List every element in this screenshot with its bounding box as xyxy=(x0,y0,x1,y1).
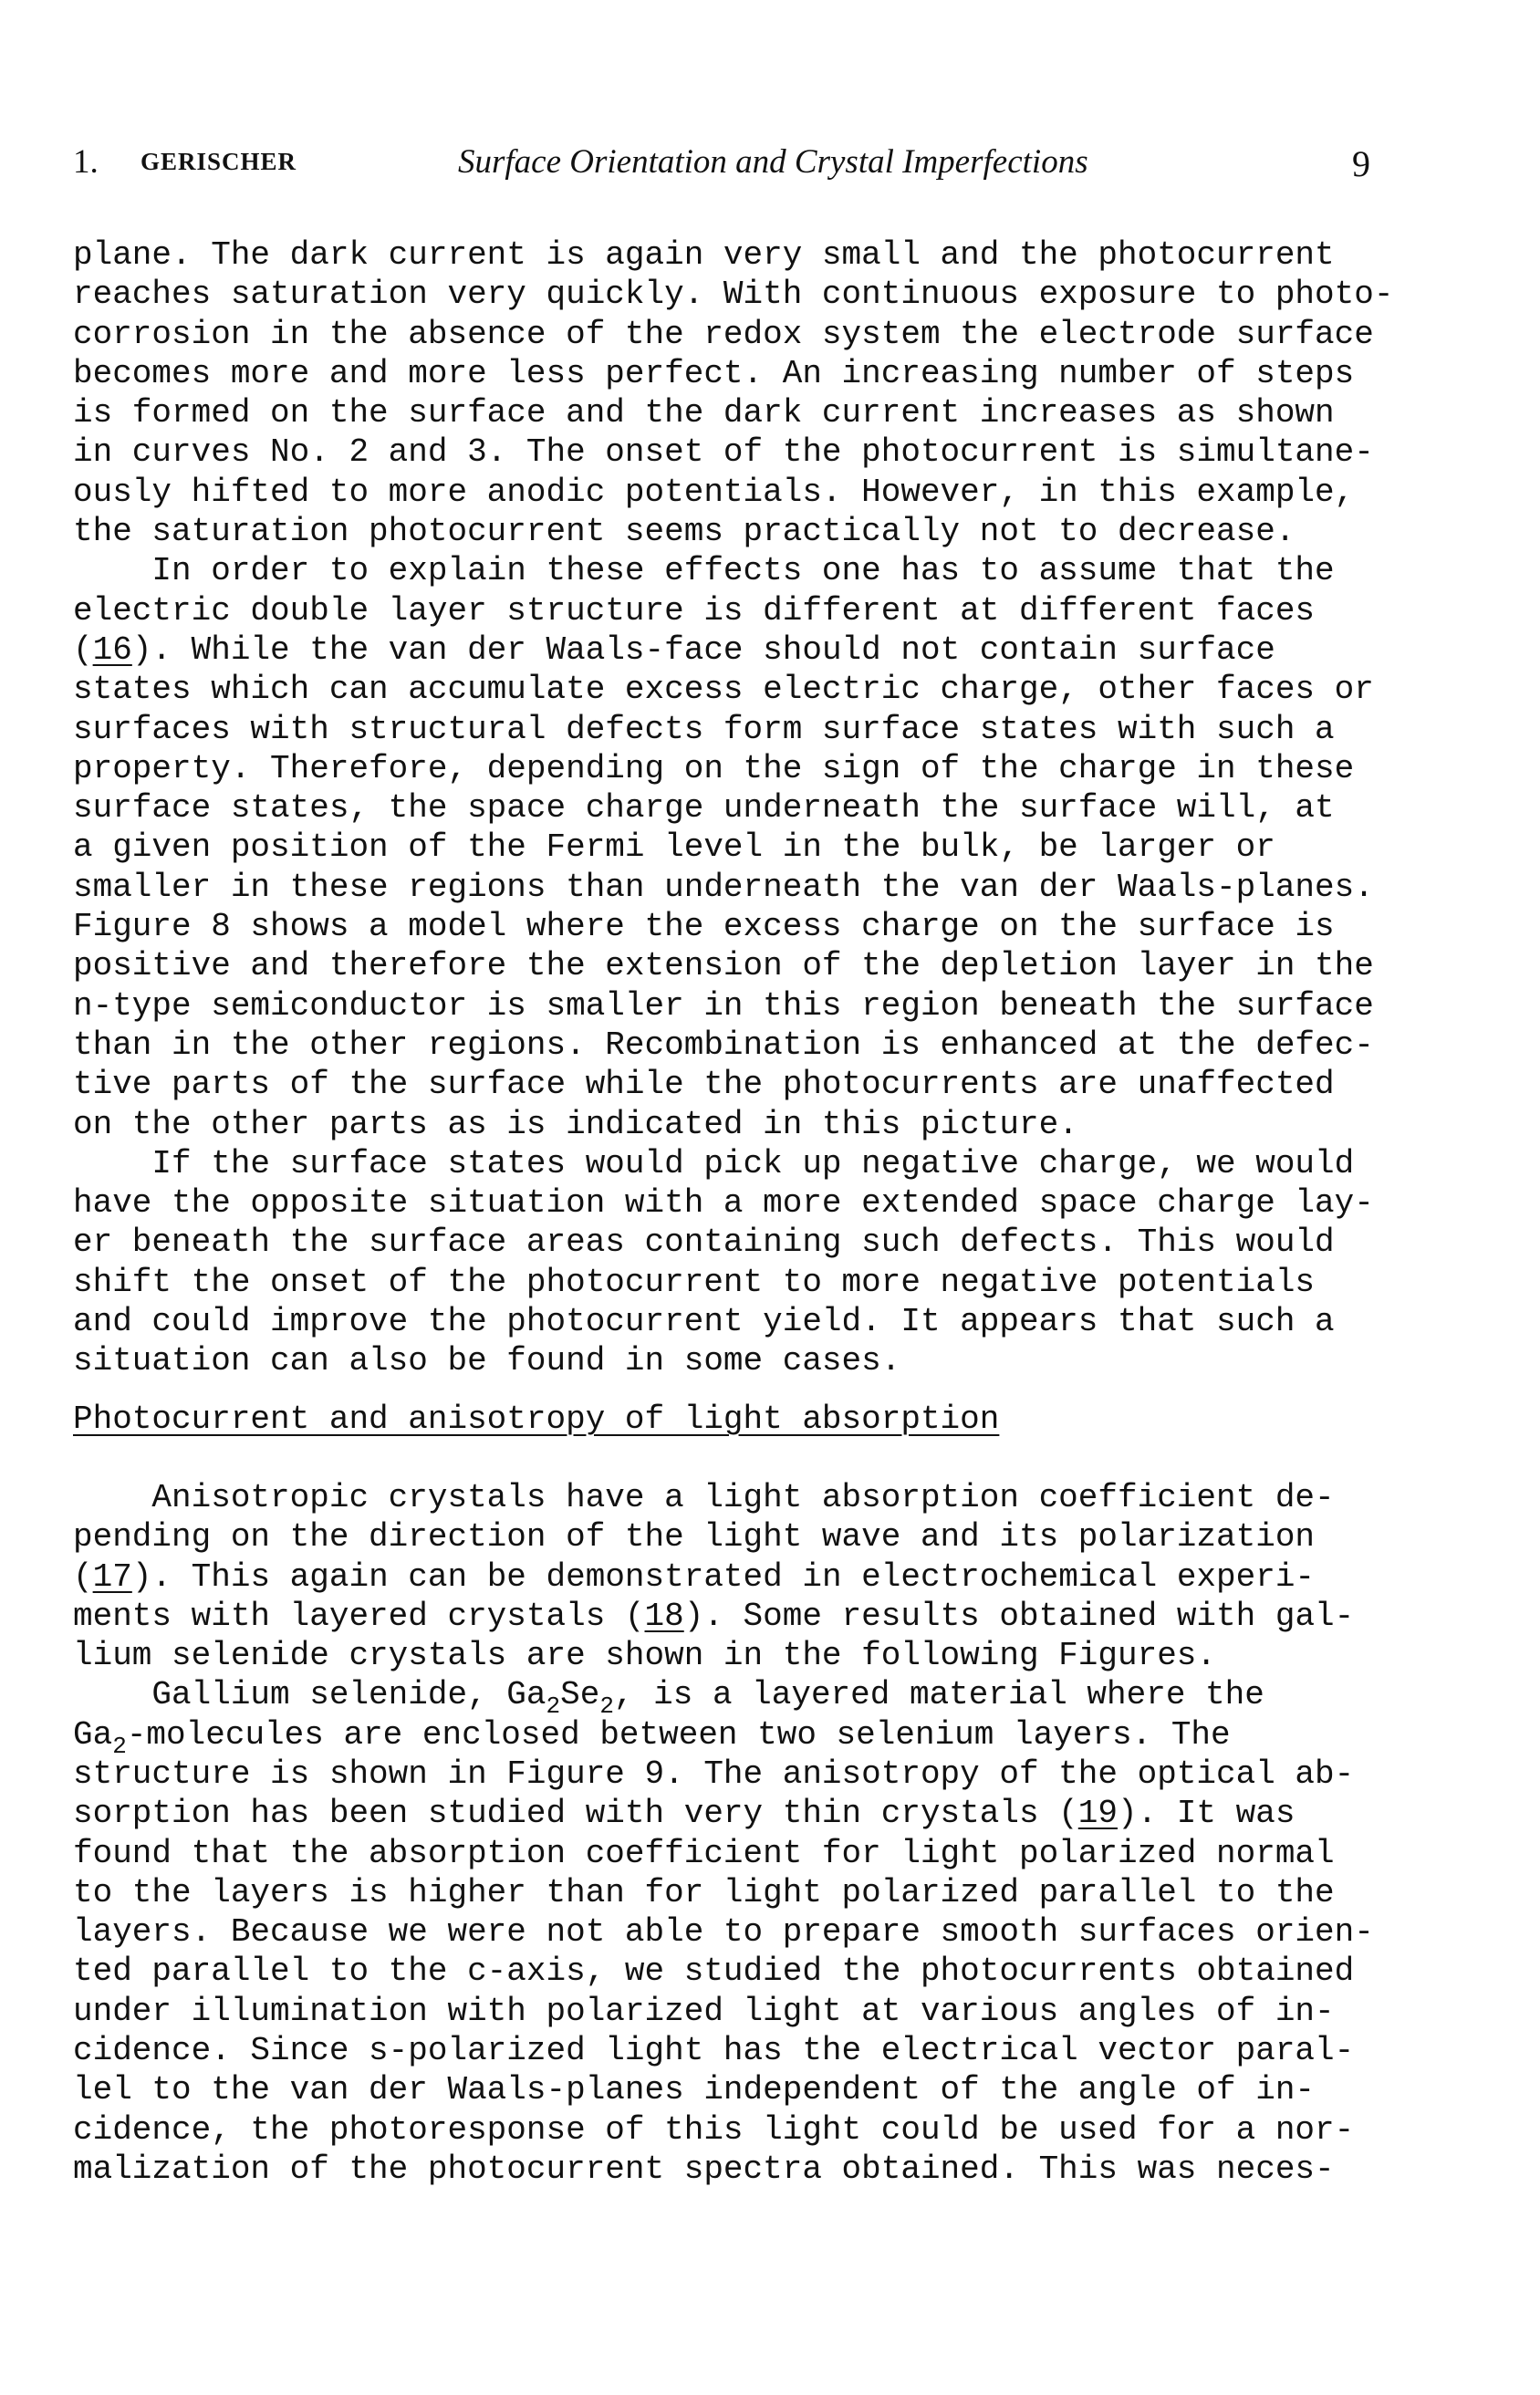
text-line: is formed on the surface and the dark current increases as shown xyxy=(73,394,1335,432)
text-line: pending on the direction of the light wave and its polarization xyxy=(73,1518,1316,1557)
text-line: corrosion in the absence of the redox system the electrode surface xyxy=(73,315,1374,353)
text-line: situation can also be found in some cases. xyxy=(73,1342,901,1380)
text-line: have the opposite situation with a more extended space charge lay- xyxy=(73,1184,1374,1223)
text-line: ted parallel to the c-axis, we studied the photocurrents obtained xyxy=(73,1952,1355,1991)
text-line: tive parts of the surface while the photocurrents are unaffected xyxy=(73,1066,1335,1104)
text-run: ( xyxy=(73,630,93,669)
text-line: er beneath the surface areas containing such defects. This would xyxy=(73,1224,1335,1262)
text-line: reaches saturation very quickly. With continuous exposure to photo- xyxy=(73,276,1394,314)
paragraph xyxy=(73,235,1394,551)
text-line: states which can accumulate excess electric charge, other faces or xyxy=(73,671,1374,709)
text-line: structure is shown in Figure 9. The anisotropy of the optical ab- xyxy=(73,1755,1355,1793)
subscript: 2 xyxy=(599,1692,614,1721)
text-run: Se xyxy=(560,1676,600,1714)
text-line: cidence, the photoresponse of this light could be used for a nor- xyxy=(73,2110,1355,2149)
text-line: property. Therefore, depending on the sign of the charge in these xyxy=(73,749,1355,787)
text-line: malization of the photocurrent spectra obtained. This was neces- xyxy=(73,2150,1335,2188)
paragraph xyxy=(73,1675,1387,2189)
text-line: under illumination with polarized light at various angles of in- xyxy=(73,1992,1335,2030)
paragraph xyxy=(73,1144,1387,1381)
text-run: ). This again can be demonstrated in electrochemical experi- xyxy=(131,1557,1316,1596)
text-run: sorption has been studied with very thin crystals ( xyxy=(73,1795,1078,1833)
text-line: plane. The dark current is again very small and the photocurrent xyxy=(73,236,1335,274)
text-run: Gallium selenide, Ga xyxy=(73,1676,546,1714)
text-line: If the surface states would pick up negative charge, we would xyxy=(73,1144,1355,1182)
text-run: , is a layered material where the xyxy=(613,1676,1264,1714)
reference-18: 18 xyxy=(644,1597,684,1635)
text-line: ously hifted to more anodic potentials. However, in this example, xyxy=(73,473,1355,511)
page-body xyxy=(73,235,1394,2189)
text-run: -molecules are enclosed between two selenium layers. The xyxy=(126,1715,1231,1754)
text-line: electric double layer structure is different at different faces xyxy=(73,591,1316,630)
text-line: Figure 8 shows a model where the excess charge on the surface is xyxy=(73,908,1335,946)
text-line: and could improve the photocurrent yield. It appears that such a xyxy=(73,1303,1335,1341)
section-heading-row xyxy=(73,1400,1387,1439)
reference-19: 19 xyxy=(1077,1795,1118,1833)
page-number: 9 xyxy=(1352,143,1370,184)
text-line: the saturation photocurrent seems practically not to decrease. xyxy=(73,513,1295,551)
text-line: lel to the van der Waals-planes independent of the angle of in- xyxy=(73,2071,1316,2109)
text-line: Anisotropic crystals have a light absorption coefficient de- xyxy=(73,1478,1335,1516)
text-line: in curves No. 2 and 3. The onset of the photocurrent is simultane- xyxy=(73,433,1374,472)
text-line xyxy=(73,1675,1387,1721)
text-line: cidence. Since s-polarized light has the electrical vector paral- xyxy=(73,2032,1355,2070)
text-line xyxy=(73,1794,1387,1833)
subscript: 2 xyxy=(112,1732,127,1760)
text-line: shift the onset of the photocurrent to more negative potentials xyxy=(73,1263,1316,1301)
chapter-title: Surface Orientation and Crystal Imperfections xyxy=(458,143,1088,181)
text-line: In order to explain these effects one has to assume that the xyxy=(73,552,1335,590)
text-line: found that the absorption coefficient for light polarized normal xyxy=(73,1834,1335,1872)
running-header xyxy=(73,142,1370,188)
text-line xyxy=(73,1597,1387,1636)
text-line: becomes more and more less perfect. An increasing number of steps xyxy=(73,354,1355,392)
text-run: ments with layered crystals ( xyxy=(73,1597,645,1635)
text-run: ). It was xyxy=(1118,1795,1295,1833)
text-line: on the other parts as is indicated in this picture. xyxy=(73,1105,1078,1143)
text-line: smaller in these regions than underneath the van der Waals-planes. xyxy=(73,868,1374,906)
text-line: to the layers is higher than for light polarized parallel to the xyxy=(73,1873,1335,1911)
chapter-number: 1. xyxy=(73,143,99,181)
text-line xyxy=(73,1557,1387,1597)
text-line: positive and therefore the extension of the depletion layer in the xyxy=(73,947,1374,985)
text-line: a given position of the Fermi level in the bulk, be larger or xyxy=(73,828,1275,867)
paragraph xyxy=(73,1478,1387,1675)
text-line: layers. Because we were not able to prepare smooth surfaces orien- xyxy=(73,1913,1374,1952)
subscript: 2 xyxy=(546,1692,561,1721)
text-line xyxy=(73,1715,1387,1760)
text-run: Ga xyxy=(73,1715,113,1754)
chapter-author: GERISCHER xyxy=(140,148,297,175)
text-line: n-type semiconductor is smaller in this region beneath the surface xyxy=(73,986,1374,1025)
text-run: ). Some results obtained with gal- xyxy=(683,1597,1355,1635)
reference-16: 16 xyxy=(92,630,132,669)
text-run: ). While the van der Waals-face should not contain surface xyxy=(131,630,1275,669)
text-run: ( xyxy=(73,1557,93,1596)
text-line xyxy=(73,630,1387,670)
text-line: surface states, the space charge underneath the surface will, at xyxy=(73,789,1335,828)
reference-17: 17 xyxy=(92,1557,132,1596)
text-line: than in the other regions. Recombination is enhanced at the defec- xyxy=(73,1026,1374,1064)
text-line: lium selenide crystals are shown in the following Figures. xyxy=(73,1637,1217,1675)
paragraph xyxy=(73,551,1387,1143)
text-line: surfaces with structural defects form surface states with such a xyxy=(73,710,1335,748)
section-heading: Photocurrent and anisotropy of light absorption xyxy=(73,1400,1000,1438)
